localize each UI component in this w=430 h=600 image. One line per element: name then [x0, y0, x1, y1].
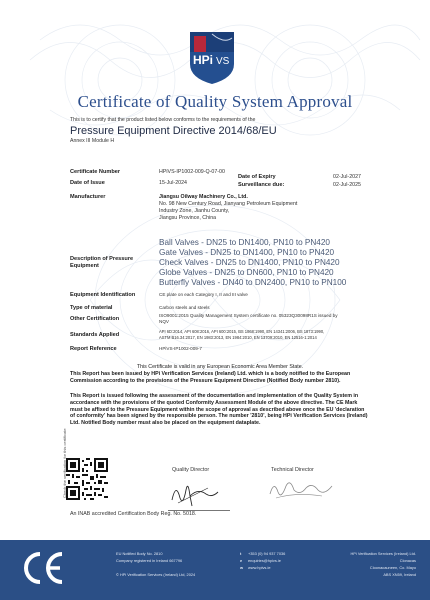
quality-director-label: Quality Director — [172, 467, 210, 473]
qr-caption: Check the verification for this certificate — [62, 428, 67, 498]
date-of-expiry: 02-Jul-2027 — [333, 174, 361, 180]
verification-qr-code[interactable] — [66, 458, 108, 500]
equipment-identification-label: Equipment Identification — [70, 292, 136, 298]
manufacturer-address-line: Jiangsu Province, China — [159, 215, 217, 221]
footer-website[interactable]: www.hpivs.ie — [248, 565, 271, 570]
directive-heading: Pressure Equipment Directive 2014/68/EU — [70, 125, 277, 137]
inab-accreditation-text: An INAB accredited Certification Body Reg. No. 5018. — [70, 511, 197, 517]
footer-col-notified-body — [116, 550, 195, 578]
footer-company-name: HPi Verification Services (Ireland) Ltd. — [350, 551, 416, 556]
manufacturer-name: Jiangsu Oilway Machinery Co., Ltd. — [159, 194, 248, 200]
intro-text: This is to certify that the product listed below conforms to the requirements of the — [70, 117, 256, 123]
manufacturer-address-line: Industry Zone, Jianhu County, — [159, 208, 230, 214]
email-icon: e — [240, 558, 243, 563]
quality-director-signature — [166, 476, 222, 510]
report-reference: HPiVS-IP1002-009-7 — [159, 346, 202, 351]
certificate-title: Certificate of Quality System Approval — [77, 92, 353, 111]
certificate-number: HPiVS-IP1002-009-Q-07-00 — [159, 169, 225, 175]
description-line: Ball Valves - DN25 to DN1400, PN10 to PN420 — [159, 238, 330, 247]
description-line: Globe Valves - DN25 to DN600, PN10 to PN420 — [159, 268, 334, 277]
hpivs-logo — [186, 30, 238, 86]
type-of-material: Carbon steels and steels — [159, 305, 210, 310]
other-certification-line: NQV — [159, 319, 169, 324]
validity-statement: This Certificate is valid in any European Economic Area Member State. — [136, 364, 304, 370]
technical-director-signature — [266, 474, 336, 504]
equipment-identification: CE plate on each Category I, II and III valve — [159, 292, 248, 297]
other-certification-line: ISO9001:2015 Quality Management System certificate no. 05323Q30098R1S issued by — [159, 313, 338, 318]
web-icon: w — [240, 565, 244, 570]
annex-text: Annex III Module H — [70, 138, 115, 144]
standards-applied-line: API 6D:2014, API 608:2016, API 600:2015, BS 1868:1990, EN 14341:2006, BS 1873:1990, — [159, 329, 325, 334]
footer-phone[interactable]: +353 (0) 94 937 7036 — [248, 551, 286, 556]
manufacturer-address-line: No. 98 New Century Road, Jianyang Petroleum Equipment — [159, 201, 298, 207]
surveillance-due-label: Surveillance due: — [238, 182, 285, 188]
ce-mark-icon — [20, 550, 66, 586]
description-line: Gate Valves - DN25 to DN1400, PN10 to PN420 — [159, 248, 335, 257]
footer-email[interactable]: enquiries@hpivs.ie — [248, 558, 281, 563]
footer-notified-body-text: EU Notified Body No. 2810 — [116, 551, 163, 556]
logo-text-left: HPi — [193, 53, 214, 67]
date-of-issue-label: Date of Issue — [70, 180, 105, 186]
technical-director-label: Technical Director — [271, 467, 314, 473]
standards-applied-line: ASTM B16.34:2017, EN 1983:2013, EN 1984:2010, EN 13709:2010, EN 12516-1:2014 — [159, 335, 317, 340]
footer-col-address — [310, 550, 416, 578]
description-line: Check Valves - DN25 to DN1400, PN10 to PN420 — [159, 258, 340, 267]
notified-body-statement: This Report has been issued by HPi Verification Services (Ireland) Ltd. which is a body notified to the European Commission according to the provisions of the Pressure Equipment Directive (Notified Body number 2810). — [70, 371, 351, 384]
footer-address-line: Cloonacauneen, Co. Mayo — [369, 565, 416, 570]
footer-address-line: ABS XN59, Ireland — [383, 572, 416, 577]
type-of-material-label: Type of material — [70, 305, 113, 311]
description-label: Description of Pressure — [70, 256, 134, 262]
surveillance-due: 02-Jul-2025 — [333, 182, 361, 188]
footer-col-contact — [240, 550, 285, 571]
manufacturer-label: Manufacturer — [70, 194, 106, 200]
footer-bar — [0, 540, 430, 600]
report-reference-label: Report Reference — [70, 346, 117, 352]
footer-company-reg-text: Company registered in Ireland 667796 — [116, 558, 183, 563]
other-certification-label: Other Certification — [70, 316, 120, 322]
standards-applied-label: Standards Applied — [70, 332, 120, 338]
date-of-issue: 15-Jul-2024 — [159, 180, 187, 186]
certificate-number-label: Certificate Number — [70, 169, 121, 175]
logo-text-right: VS — [216, 56, 230, 67]
assessment-statement: This Report is issued following the assessment of the documentation and implementation of the Quality System in accordance with the provisions of the quoted Conformity Assessment Module of the above directive. The CE Mark must be affixed to the Pressure Equipment within the scope of approval as described above once the EU 'declaration of conformity' has been signed by the responsible person. The number '2810', being HPi Verification Services (Ireland) Ltd. Notified Body number must also be placed on the equipment dataplate. — [70, 393, 368, 427]
footer-address-line: Clonacas — [399, 558, 416, 563]
date-of-expiry-label: Date of Expiry — [238, 174, 276, 180]
footer-copyright-text: © HPi Verification Services (Ireland) Ltd, 2024 — [116, 572, 196, 577]
description-label-cont: Equipment — [70, 263, 99, 269]
phone-icon: t — [240, 551, 242, 556]
description-line: Butterfly Valves - DN40 to DN2400, PN10 to PN100 — [159, 278, 347, 287]
